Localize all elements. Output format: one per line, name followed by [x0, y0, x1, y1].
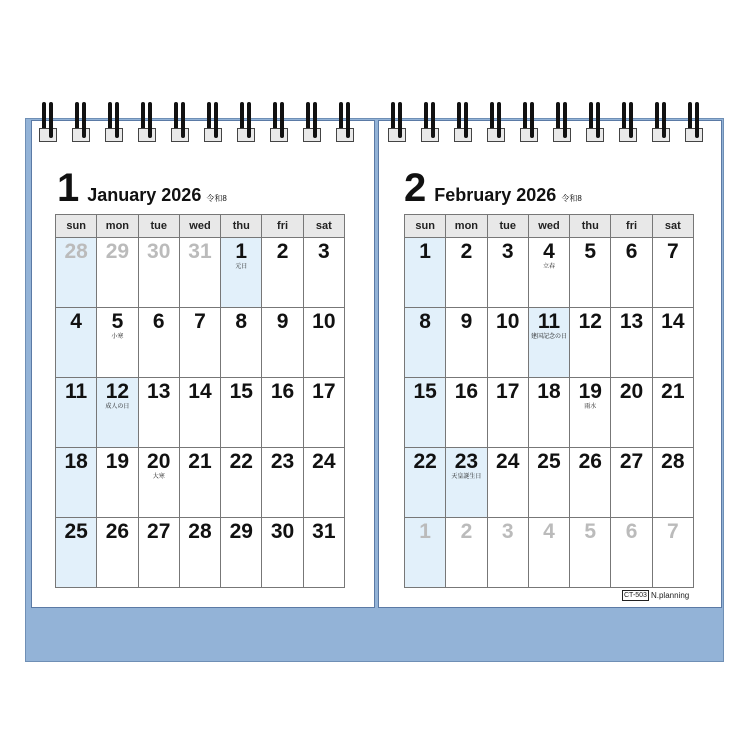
day-number: 21: [188, 450, 212, 473]
weekday-header: wed: [179, 215, 220, 238]
day-cell[interactable]: [611, 518, 652, 588]
day-number: 28: [188, 520, 212, 543]
weekday-header: fri: [262, 215, 303, 238]
day-cell[interactable]: [446, 448, 487, 518]
month-number: 1: [57, 166, 80, 210]
day-cell[interactable]: [221, 238, 262, 308]
day-cell[interactable]: [487, 308, 528, 378]
day-cell[interactable]: [487, 518, 528, 588]
binding-ring: [333, 102, 357, 146]
day-cell[interactable]: [405, 518, 446, 588]
day-number: 1: [235, 240, 248, 263]
day-cell[interactable]: [570, 238, 611, 308]
day-cell[interactable]: [487, 238, 528, 308]
day-number: 26: [105, 520, 130, 543]
weekday-header: wed: [528, 215, 569, 238]
day-note: 成人の日: [105, 404, 130, 410]
day-number: 18: [64, 450, 88, 473]
day-number: 7: [194, 310, 206, 333]
day-number: 2: [460, 240, 473, 263]
day-cell[interactable]: [446, 308, 487, 378]
day-number: 12: [105, 380, 130, 403]
week-row: [56, 378, 345, 448]
day-cell[interactable]: [97, 308, 138, 378]
weekday-header: sat: [303, 215, 344, 238]
binding-ring: [682, 102, 706, 146]
day-number: 5: [111, 310, 124, 333]
day-number: 14: [188, 380, 212, 403]
day-number: 4: [543, 240, 555, 263]
day-cell[interactable]: [405, 308, 446, 378]
day-number: 20: [619, 380, 644, 403]
month-heading-february: [404, 168, 582, 208]
month-grid-february: [404, 214, 694, 588]
day-number: 12: [578, 310, 602, 333]
day-cell[interactable]: [97, 518, 138, 588]
day-number: 4: [70, 310, 82, 333]
weekday-header: tue: [487, 215, 528, 238]
day-cell[interactable]: [179, 448, 220, 518]
day-cell[interactable]: [528, 238, 569, 308]
day-number: 31: [312, 520, 336, 543]
day-cell[interactable]: [179, 308, 220, 378]
binding-ring: [201, 102, 225, 146]
day-number: 9: [276, 310, 289, 333]
weekday-header-row: [405, 215, 694, 238]
day-cell[interactable]: [528, 448, 569, 518]
day-cell[interactable]: [652, 308, 693, 378]
weekday-header: mon: [97, 215, 138, 238]
day-number: 15: [413, 380, 437, 403]
day-note: 小寒: [111, 334, 124, 340]
day-cell[interactable]: [611, 378, 652, 448]
day-number: 11: [65, 380, 88, 403]
day-number: 13: [147, 380, 171, 403]
day-number: 21: [661, 380, 685, 403]
day-cell[interactable]: [652, 378, 693, 448]
day-number: 13: [619, 310, 644, 333]
month-grid-january: [55, 214, 345, 588]
weekday-header: sat: [652, 215, 693, 238]
binding-ring: [517, 102, 541, 146]
day-number: 14: [661, 310, 685, 333]
day-number: 31: [188, 240, 212, 263]
day-number: 4: [543, 520, 555, 543]
day-cell[interactable]: [262, 378, 303, 448]
day-cell[interactable]: [221, 378, 262, 448]
week-row: [405, 378, 694, 448]
day-note: 大寒: [152, 474, 165, 480]
day-cell[interactable]: [487, 448, 528, 518]
day-number: 24: [496, 450, 520, 473]
day-cell[interactable]: [262, 238, 303, 308]
weekday-header: sun: [56, 215, 97, 238]
day-number: 5: [584, 520, 597, 543]
day-note: 元日: [235, 264, 248, 270]
day-cell[interactable]: [611, 238, 652, 308]
day-cell[interactable]: [611, 308, 652, 378]
day-number: 7: [667, 520, 679, 543]
weekday-header-row: [56, 215, 345, 238]
day-number: 5: [584, 240, 597, 263]
day-cell[interactable]: [570, 448, 611, 518]
day-number: 25: [64, 520, 88, 543]
day-number: 8: [419, 310, 431, 333]
binding-ring: [300, 102, 324, 146]
day-note: 建国記念の日: [530, 334, 567, 340]
day-cell[interactable]: [221, 308, 262, 378]
day-number: 1: [419, 520, 431, 543]
era-year: 令和8: [206, 194, 227, 203]
day-number: 20: [147, 450, 171, 473]
day-cell[interactable]: [221, 448, 262, 518]
day-number: 28: [64, 240, 88, 263]
day-number: 25: [537, 450, 561, 473]
binding-ring: [385, 102, 409, 146]
day-note: 立春: [542, 264, 555, 270]
day-number: 10: [312, 310, 336, 333]
binding-ring: [168, 102, 192, 146]
day-number: 19: [578, 380, 602, 403]
day-cell[interactable]: [262, 308, 303, 378]
day-cell[interactable]: [528, 378, 569, 448]
day-cell[interactable]: [262, 448, 303, 518]
day-number: 2: [276, 240, 289, 263]
day-number: 11: [537, 310, 561, 333]
day-cell[interactable]: [97, 448, 138, 518]
day-number: 3: [318, 240, 330, 263]
day-cell[interactable]: [446, 518, 487, 588]
day-number: 1: [419, 240, 431, 263]
day-cell[interactable]: [570, 378, 611, 448]
day-number: 6: [625, 240, 638, 263]
day-cell[interactable]: [652, 238, 693, 308]
binding-ring: [418, 102, 442, 146]
week-row: [405, 448, 694, 518]
binding-ring: [451, 102, 475, 146]
day-cell[interactable]: [303, 378, 344, 448]
day-number: 23: [454, 450, 479, 473]
day-number: 22: [413, 450, 437, 473]
day-number: 28: [661, 450, 685, 473]
weekday-header: sun: [405, 215, 446, 238]
binding-ring: [234, 102, 258, 146]
binding-ring: [102, 102, 126, 146]
weekday-header: thu: [221, 215, 262, 238]
day-number: 7: [667, 240, 679, 263]
day-cell[interactable]: [303, 238, 344, 308]
day-number: 27: [619, 450, 644, 473]
day-number: 17: [496, 380, 520, 403]
weekday-header: fri: [611, 215, 652, 238]
day-cell[interactable]: [446, 238, 487, 308]
day-number: 26: [578, 450, 602, 473]
day-number: 19: [105, 450, 130, 473]
day-cell[interactable]: [446, 378, 487, 448]
month-heading-january: [57, 168, 227, 208]
day-cell[interactable]: [97, 378, 138, 448]
day-number: 23: [270, 450, 295, 473]
day-number: 18: [537, 380, 561, 403]
day-number: 3: [501, 240, 514, 263]
day-cell[interactable]: [138, 378, 179, 448]
binding-ring: [135, 102, 159, 146]
day-number: 29: [105, 240, 130, 263]
day-number: 6: [152, 310, 165, 333]
day-number: 30: [147, 240, 171, 263]
day-cell[interactable]: [528, 518, 569, 588]
day-cell[interactable]: [487, 378, 528, 448]
binding-rings-right: [385, 102, 725, 146]
binding-ring: [616, 102, 640, 146]
day-number: 27: [147, 520, 171, 543]
weekday-header: mon: [446, 215, 487, 238]
day-cell[interactable]: [570, 308, 611, 378]
day-cell[interactable]: [405, 378, 446, 448]
day-cell[interactable]: [528, 308, 569, 378]
day-cell[interactable]: [56, 518, 97, 588]
day-cell[interactable]: [56, 448, 97, 518]
binding-rings-left: [36, 102, 376, 146]
day-number: 29: [229, 520, 253, 543]
week-row: [405, 518, 694, 588]
day-cell[interactable]: [138, 238, 179, 308]
day-cell[interactable]: [652, 448, 693, 518]
product-code: [622, 590, 689, 601]
binding-ring: [484, 102, 508, 146]
binding-ring: [36, 102, 60, 146]
month-name: January 2026: [87, 185, 202, 205]
day-number: 3: [501, 520, 514, 543]
binding-ring: [583, 102, 607, 146]
day-note: 天皇誕生日: [451, 474, 482, 480]
month-number: 2: [404, 166, 427, 210]
day-cell[interactable]: [221, 518, 262, 588]
day-number: 6: [625, 520, 638, 543]
day-number: 16: [270, 380, 295, 403]
day-cell[interactable]: [652, 518, 693, 588]
day-cell[interactable]: [138, 308, 179, 378]
day-note: 雨水: [584, 404, 597, 410]
day-number: 30: [270, 520, 295, 543]
day-number: 8: [235, 310, 248, 333]
binding-ring: [550, 102, 574, 146]
day-cell[interactable]: [405, 448, 446, 518]
day-cell[interactable]: [262, 518, 303, 588]
day-cell[interactable]: [97, 238, 138, 308]
day-cell[interactable]: [611, 448, 652, 518]
day-cell[interactable]: [179, 238, 220, 308]
day-cell[interactable]: [303, 308, 344, 378]
day-cell[interactable]: [179, 378, 220, 448]
day-cell[interactable]: [56, 238, 97, 308]
day-number: 24: [312, 450, 336, 473]
week-row: [56, 518, 345, 588]
month-name: February 2026: [434, 185, 557, 205]
day-number: 9: [460, 310, 473, 333]
week-row: [56, 448, 345, 518]
day-cell[interactable]: [570, 518, 611, 588]
day-number: 17: [312, 380, 336, 403]
day-cell[interactable]: [138, 448, 179, 518]
binding-ring: [69, 102, 93, 146]
day-number: 2: [460, 520, 473, 543]
day-number: 15: [229, 380, 253, 403]
day-cell[interactable]: [138, 518, 179, 588]
brand-name: N.planning: [650, 591, 690, 600]
day-cell[interactable]: [303, 518, 344, 588]
day-number: 22: [229, 450, 253, 473]
day-cell[interactable]: [56, 378, 97, 448]
day-cell[interactable]: [179, 518, 220, 588]
binding-ring: [649, 102, 673, 146]
weekday-header: tue: [138, 215, 179, 238]
week-row: [56, 308, 345, 378]
binding-ring: [267, 102, 291, 146]
day-cell[interactable]: [405, 238, 446, 308]
week-row: [405, 238, 694, 308]
era-year: 令和8: [561, 194, 582, 203]
week-row: [56, 238, 345, 308]
day-number: 10: [496, 310, 520, 333]
day-cell[interactable]: [303, 448, 344, 518]
day-number: 16: [454, 380, 479, 403]
day-cell[interactable]: [56, 308, 97, 378]
week-row: [405, 308, 694, 378]
weekday-header: thu: [570, 215, 611, 238]
product-code-label: CT-503: [624, 592, 647, 599]
